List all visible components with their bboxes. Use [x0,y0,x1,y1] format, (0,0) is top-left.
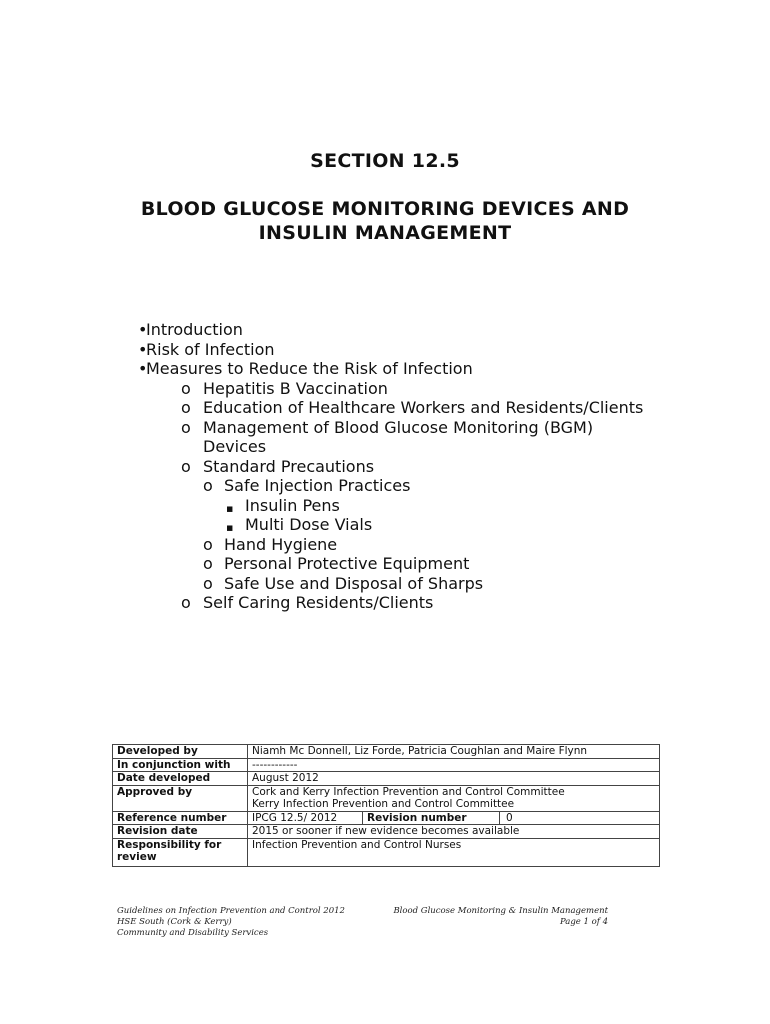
list-item: Measures to Reduce the Risk of Infection [146,359,473,378]
revision-number-value: 0 [506,811,513,824]
bullet-marker: • [138,359,148,378]
square-marker: ▪ [226,521,234,534]
developed-by-value: Niamh Mc Donnell, Liz Forde, Patricia Coughlan and Maire Flynn [248,745,660,759]
document-info-table [112,744,660,867]
list-item: Standard Precautions [203,456,375,476]
list-item: Safe Use and Disposal of Sharps [224,573,484,593]
table-row [113,758,660,772]
list-item: Devices [203,437,267,456]
revision-number-label: Revision number [363,812,500,825]
approved-by-value [248,785,660,811]
list-item: Hepatitis B Vaccination [203,378,388,398]
table-row [113,825,660,839]
list-item: Education of Healthcare Workers and Residents/Clients [203,398,644,417]
circle-marker: o [203,554,213,573]
table-row [113,772,660,786]
footer-left-line-1: Guidelines on Infection Prevention and Control 2012 [117,906,345,916]
developed-by-label: Developed by [113,745,248,759]
table-row [113,838,660,866]
date-developed-value: August 2012 [248,772,660,786]
section-heading: SECTION 12.5 [310,150,460,172]
footer-left-line-3: Community and Disability Services [117,928,269,938]
circle-marker: o [203,534,213,554]
circle-marker: o [181,417,191,437]
table-row [113,745,660,759]
in-conjunction-value: ------------ [248,758,660,772]
reference-number-label: Reference number [113,811,248,825]
table-row [113,811,660,825]
bullet-marker: • [138,339,148,359]
date-developed-label: Date developed [113,772,248,786]
revision-date-label: Revision date [113,825,248,839]
footer-left [117,906,345,939]
document-title [0,197,770,245]
responsibility-label-line-1: Responsibility for [117,838,222,851]
footer-right-line-2: Page 1 of 4 [559,917,608,927]
circle-marker: o [181,398,191,417]
document-title-line-2: INSULIN MANAGEMENT [258,222,512,244]
circle-marker: o [181,456,191,476]
circle-marker: o [203,573,213,593]
reference-cell [248,811,660,825]
circle-marker: o [181,378,191,398]
responsibility-label-line-2: review [117,851,157,863]
reference-number-value: IPCG 12.5/ 2012 [248,812,363,825]
list-item: Management of Blood Glucose Monitoring (BGM) [203,417,594,437]
table-row [113,785,660,811]
circle-marker: o [203,476,213,495]
responsibility-value: Infection Prevention and Control Nurses [248,838,660,866]
square-marker: ▪ [226,501,234,515]
circle-marker: o [181,593,191,612]
revision-date-value: 2015 or sooner if new evidence becomes available [248,825,660,839]
in-conjunction-label: In conjunction with [113,758,248,772]
approved-by-label: Approved by [113,785,248,811]
list-item: Introduction [146,320,243,339]
approved-by-line-1: Cork and Kerry Infection Prevention and Control Committee [252,785,565,798]
list-item: Personal Protective Equipment [224,554,470,573]
footer-right [380,906,608,928]
footer-left-line-2: HSE South (Cork & Kerry) [117,917,232,927]
list-item: Risk of Infection [146,339,275,359]
responsibility-label [113,838,248,866]
list-item: Multi Dose Vials [245,515,373,534]
list-item: Self Caring Residents/Clients [203,593,434,612]
document-title-line-1: BLOOD GLUCOSE MONITORING DEVICES AND [140,198,630,220]
list-item: Insulin Pens [245,495,340,515]
list-item: Safe Injection Practices [224,476,411,495]
bullet-marker: • [138,320,148,339]
approved-by-line-2: Kerry Infection Prevention and Control Committee [252,798,515,810]
list-item: Hand Hygiene [224,534,338,554]
footer-right-line-1: Blood Glucose Monitoring & Insulin Management [393,906,608,916]
